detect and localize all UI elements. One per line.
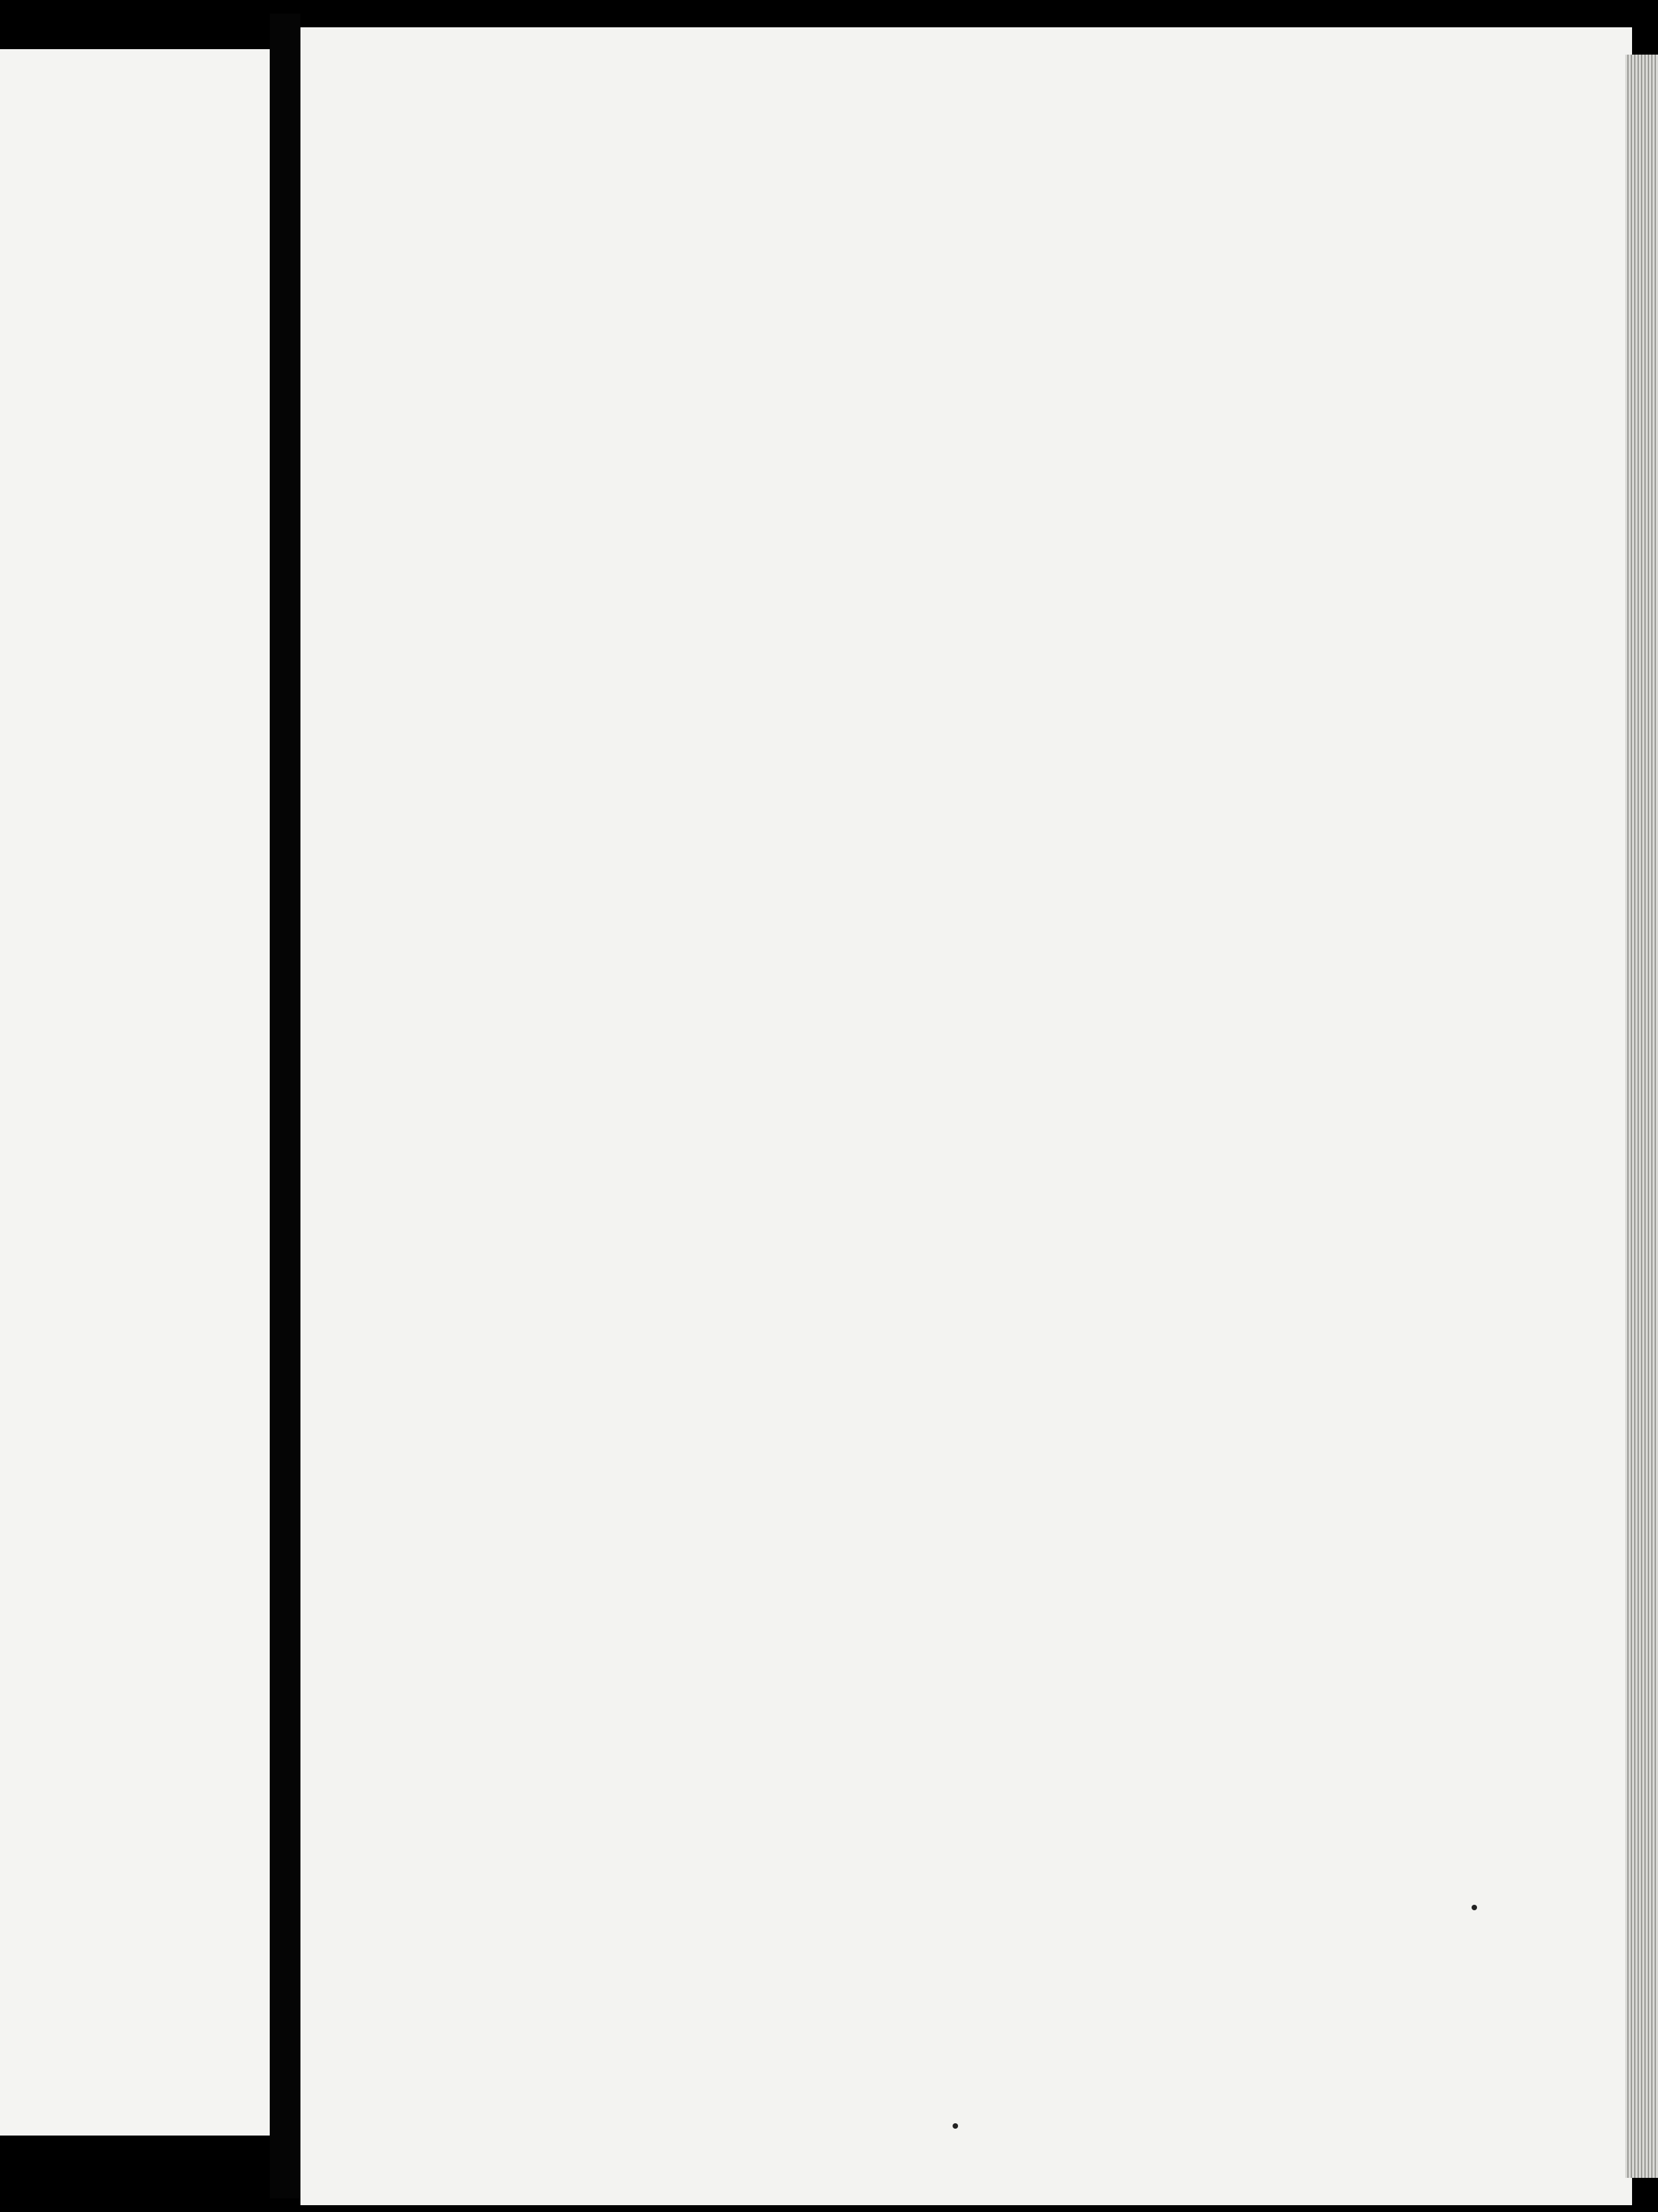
page-edge (1625, 55, 1658, 2178)
ink-speck (953, 2123, 958, 2129)
ink-speck (1472, 1905, 1477, 1910)
right-page (300, 27, 1632, 2205)
left-page (0, 49, 270, 2136)
page-gutter (270, 14, 300, 2198)
